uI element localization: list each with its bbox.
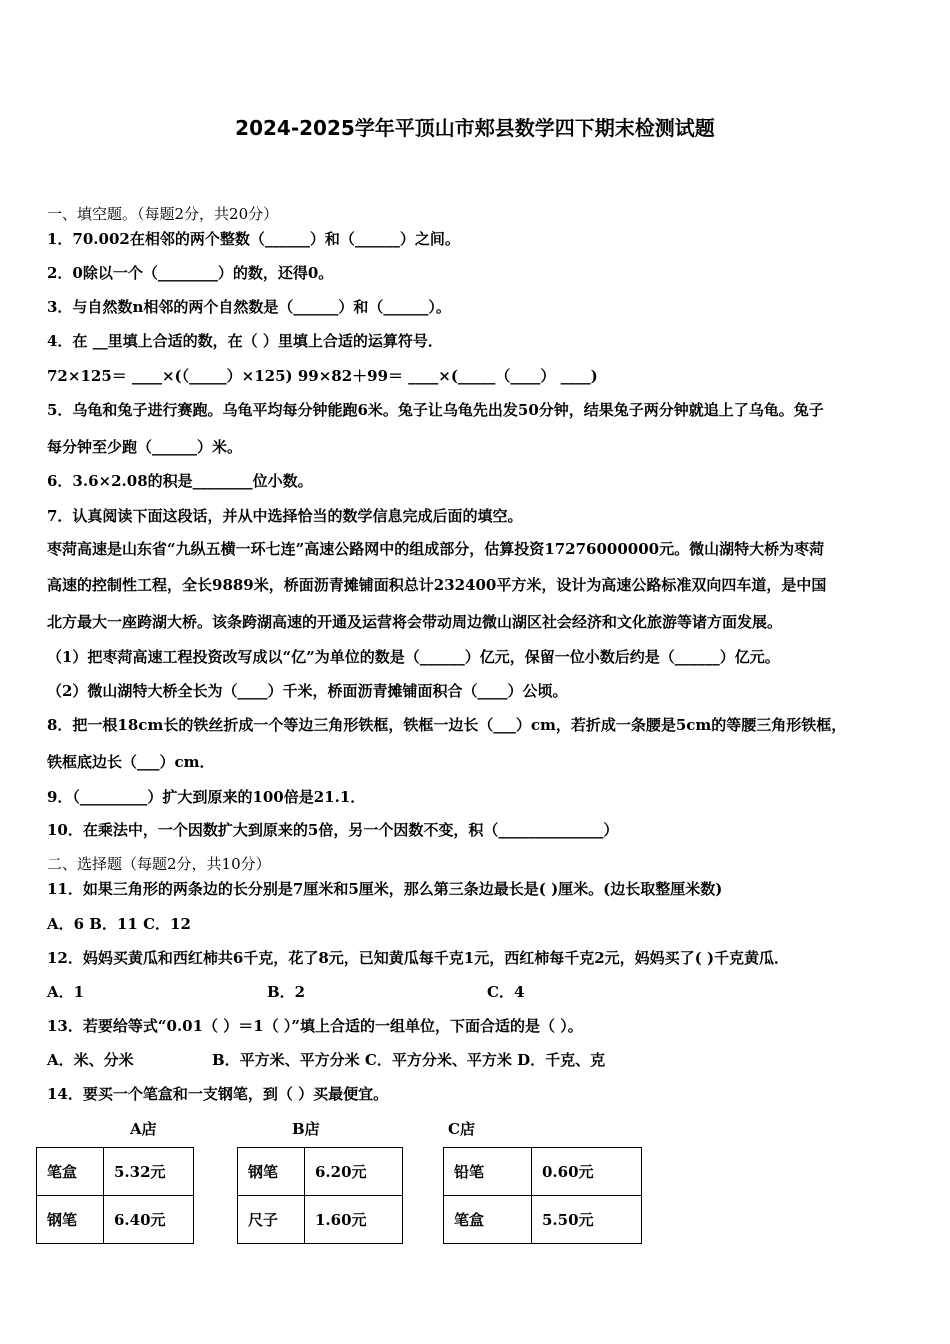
section-heading-multiple-choice: 二、选择题（每题2分，共10分）: [47, 855, 271, 873]
item-name: 尺子: [238, 1196, 305, 1244]
question-7-part-1: （1）把枣菏高速工程投资改写成以“亿”为单位的数是（______）亿元，保留一位小数后约是（______）亿元。: [47, 648, 780, 666]
question-11-options: A．6 B．11 C．12: [47, 915, 191, 933]
store-c-table: [443, 1147, 642, 1244]
question-13-options-bcd: B．平方米、平方分米 C．平方分米、平方米 D．千克、克: [212, 1051, 606, 1069]
store-a-label: A店: [130, 1120, 157, 1138]
item-price: 1.60元: [305, 1196, 403, 1244]
question-13: 13．若要给等式“0.01（ ）＝1（ ）”填上合适的一组单位，下面合适的是（ ）。: [47, 1017, 583, 1035]
item-price: 5.50元: [532, 1196, 642, 1244]
store-b-label: B店: [292, 1120, 320, 1138]
table-row: [238, 1196, 403, 1244]
question-12-option-a: A．1: [47, 983, 85, 1001]
question-7-passage-2: 高速的控制性工程，全长9889米，桥面沥青摊铺面积总计232400平方米，设计为高速公路标准双向四车道，是中国: [47, 576, 827, 594]
question-3: 3．与自然数n相邻的两个自然数是（______）和（______）。: [47, 298, 451, 316]
question-1: 1．70.002在相邻的两个整数（______）和（______）之间。: [47, 230, 460, 248]
question-5-cont: 每分钟至少跑（______）米。: [47, 438, 243, 456]
question-5: 5．乌龟和兔子进行赛跑。乌龟平均每分钟能跑6米。兔子让乌龟先出发50分钟，结果兔子两分钟就追上了乌龟。兔子: [47, 401, 824, 419]
page-title: 2024-2025学年平顶山市郏县数学四下期末检测试题: [235, 116, 715, 140]
question-7: 7．认真阅读下面这段话，并从中选择恰当的数学信息完成后面的填空。: [47, 507, 523, 525]
question-4-expressions: 72×125＝ ____×(（_____）×125) 99×82＋99＝ ____×(_____（____） ____): [47, 367, 598, 385]
item-price: 0.60元: [532, 1148, 642, 1196]
table-row: [37, 1148, 194, 1196]
question-7-passage-1: 枣菏高速是山东省“九纵五横一环七连”高速公路网中的组成部分，估算投资17276000000元。微山湖特大桥为枣菏: [47, 540, 825, 558]
section-heading-fill-blank: 一、填空题。（每题2分，共20分）: [47, 205, 279, 223]
question-6: 6．3.6×2.08的积是________位小数。: [47, 472, 313, 490]
question-12-option-c: C．4: [487, 983, 525, 1001]
item-name: 钢笔: [37, 1196, 104, 1244]
question-8-cont: 铁框底边长（___）cm．: [47, 753, 215, 771]
item-name: 铅笔: [444, 1148, 532, 1196]
question-14: 14．要买一个笔盒和一支钢笔，到（ ）买最便宜。: [47, 1085, 389, 1103]
item-name: 钢笔: [238, 1148, 305, 1196]
question-7-passage-3: 北方最大一座跨湖大桥。该条跨湖高速的开通及运营将会带动周边微山湖区社会经济和文化旅游等诸方面发展。: [47, 613, 783, 631]
question-9: 9．（_________）扩大到原来的100倍是21.1．: [47, 788, 366, 806]
item-name: 笔盒: [444, 1196, 532, 1244]
table-row: [444, 1148, 642, 1196]
table-row: [238, 1148, 403, 1196]
question-4: 4．在 __里填上合适的数，在（ ）里填上合适的运算符号．: [47, 332, 443, 350]
question-12-option-b: B．2: [267, 983, 306, 1001]
question-2: 2．0除以一个（________）的数，还得0。: [47, 264, 334, 282]
question-8: 8．把一根18cm长的铁丝折成一个等边三角形铁框，铁框一边长（___）cm，若折成一条腰是5cm的等腰三角形铁框，: [47, 716, 847, 734]
item-price: 5.32元: [104, 1148, 194, 1196]
question-7-part-2: （2）微山湖特大桥全长为（____）千米，桥面沥青摊铺面积合（____）公顷。: [47, 682, 568, 700]
item-price: 6.40元: [104, 1196, 194, 1244]
question-13-option-a: A．米、分米: [47, 1051, 134, 1069]
question-12: 12．妈妈买黄瓜和西红柿共6千克，花了8元，已知黄瓜每千克1元，西红柿每千克2元，妈妈买了( )千克黄瓜．: [47, 949, 790, 967]
store-a-table: [36, 1147, 194, 1244]
store-c-label: C店: [448, 1120, 475, 1138]
question-11: 11．如果三角形的两条边的长分别是7厘米和5厘米，那么第三条边最长是( )厘米。(边长取整厘米数): [47, 880, 723, 898]
table-row: [37, 1196, 194, 1244]
item-price: 6.20元: [305, 1148, 403, 1196]
question-10: 10．在乘法中，一个因数扩大到原来的5倍，另一个因数不变，积（______________）: [47, 821, 619, 839]
table-row: [444, 1196, 642, 1244]
store-b-table: [237, 1147, 403, 1244]
item-name: 笔盒: [37, 1148, 104, 1196]
